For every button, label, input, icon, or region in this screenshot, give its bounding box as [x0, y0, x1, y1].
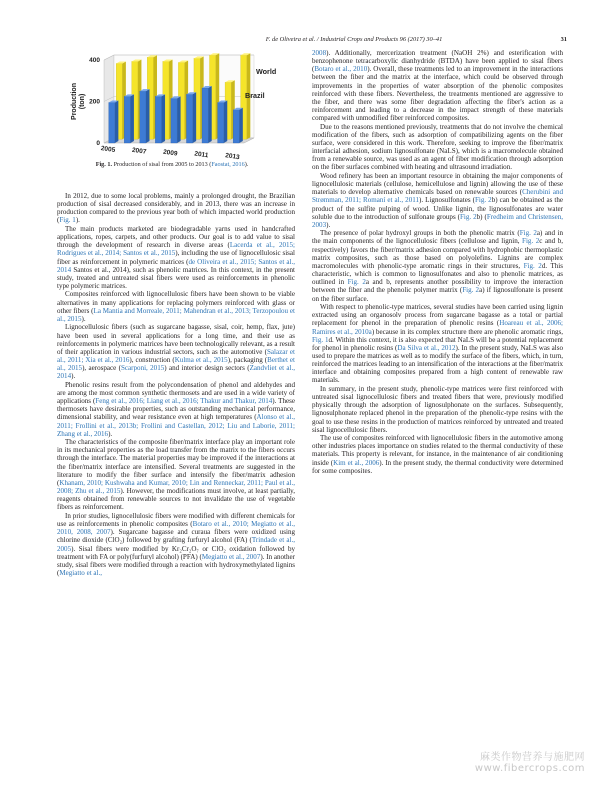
paragraph-text: ), construction (	[129, 356, 175, 365]
citation-link[interactable]: Trindade et al., 2005	[57, 536, 295, 553]
citation-link[interactable]: Fig. 2	[523, 261, 542, 270]
page-number: 31	[560, 36, 567, 43]
citation-link[interactable]: La Mantia and Morreale, 2011; Mahendran et al., 2013; Terzopoulou et al., 2015	[57, 306, 295, 323]
citation-link[interactable]: Da Silva et al., 2012	[397, 343, 456, 352]
citation-link[interactable]: Zandvliet et al., 2014	[57, 364, 295, 381]
citation-link[interactable]: Fig. 2	[460, 212, 477, 221]
paragraph-text: ). In the present study, NaLS was also used to prepare the matrices as well as to modify the surface of the fibers, which, in turn, reinforced the matrices leading to an intensification of the interactions at the fiber/matrix interface and obtaining composites prepared from a high content of renewable raw materials.	[312, 343, 563, 385]
paragraph	[312, 385, 563, 434]
bar-brazil-side	[239, 108, 243, 143]
paragraph-text: ). Additionally, mercerization treatment (NaOH 2%) and esterification with benzophenone tetracarboxylic dianhydride (BTDA) have been applied to sisal fibers (	[312, 49, 563, 74]
bar-brazil-side	[115, 101, 119, 143]
citation-link[interactable]: Khanam, 2010; Kushwaha and Kumar, 2010; Lin and Renneckar, 2011; Paul et al., 2008; Zhu et al., 2015	[57, 478, 295, 496]
citation-link[interactable]: 2008	[312, 49, 327, 57]
paragraph-text: Composites reinforced with lignocellulosic fibers have been shown to be viable alternatives in many applications for replacing polymers reinforced with glass or other fibers (	[57, 290, 295, 315]
citation-link[interactable]: Cherubini and Strømman, 2011; Romaní et al., 2011	[312, 188, 563, 205]
right-column	[312, 49, 563, 475]
paragraph-text: ), aerospace (	[82, 364, 121, 373]
y-tick-label: 200	[89, 98, 100, 106]
paragraph-text: In prior studies, lignocellulosic fibers were modified with different chemicals for use as reinforcements in phenolic composites (	[57, 511, 295, 529]
citation-link[interactable]: de Oliveira et al., 2015; Santos et al., 2014	[57, 257, 295, 274]
paragraph-text: The presence of polar hydroxyl groups in both the phenolic matrix (	[320, 229, 520, 238]
paragraph-text: ). Sugarcane bagasse and curaua fibers were oxidized using chlorine dioxide (ClO₂) followed by grafting furfuryl alcohol (FA) (	[57, 528, 296, 545]
caption-suffix: ).	[244, 161, 249, 168]
paragraph-text: ), including the use of lignocellulosic sisal fiber as reinforcement in polymeric matrices (	[57, 249, 295, 266]
paragraph-text: d. This characteristic, which is common to lignosulfonates and also to phenolic matrices, as outlined in	[312, 261, 564, 287]
bar-brazil-side	[208, 86, 212, 143]
paragraph-text: ).	[81, 314, 86, 323]
paragraph	[57, 438, 295, 511]
paragraph-text: With respect to phenolic-type matrices, several studies have been carried using lignin extracted using an organosolv process from sugarcane bagasse as a total or partial replacement for phenol in the preparation of phenolic resins (	[312, 303, 563, 328]
paragraph	[57, 225, 295, 290]
paragraph-text: In summary, in the present study, phenolic-type matrices were first reinforced with untreated sisal lignocellulosic fibers and treated fibers that were, previously modified physically through the adsorption of lignosulphonate on the surfaces. Subsequently, lignosulphonate replaced phenol in the preparation of the phenolic-type resins with the goal to use these resins in the production of matrices reinforced by untreated and treated sisal lignocellulosic fibers.	[312, 384, 563, 434]
bar-brazil-side	[177, 96, 181, 143]
paragraph-text: Wood refinery has been an important resource in obtaining the major components of lignocellulosic materials (cellulose, hemicellulose and lignin) allowing the use of these materials to develop alternative chemicals based on renewable sources (	[312, 171, 563, 197]
watermark	[475, 752, 585, 774]
paragraph	[57, 323, 295, 380]
citation-link[interactable]: Fig. 1	[312, 335, 329, 344]
bar-brazil	[186, 94, 192, 143]
y-tick-label: 0	[96, 140, 100, 147]
caption-label: Fig. 1.	[95, 161, 113, 168]
caption-text: Production of sisal from 2005 to 2013 (	[113, 161, 212, 168]
paragraph-text: ).	[108, 429, 113, 438]
paragraph-text: Santos et al., 2014), such as phenolic matrices. In this context, in the present study, treated and untreated sisal fibers were used as reinforcements in phenolic type polymeric matrices.	[57, 265, 295, 291]
paragraph	[312, 229, 563, 302]
paragraph-text: ). In the present study, the thermal conductivity were determined for some composites.	[312, 458, 563, 475]
figure-caption	[54, 161, 290, 168]
bar-brazil-side	[193, 92, 197, 143]
citation-link[interactable]: Alonso et al., 2011; Frollini et al., 2013b; Frollini and Castellan, 2012; Liu and Laborie, 2011; Zhang et al., 2016	[57, 413, 295, 438]
paragraph-text: ) because in its complex structure there are phenolic aromatic rings,	[371, 327, 563, 336]
paragraph-text: ). However, the modifications must involve, at least partially, reagents obtained from renewable sources to not invalidate the use of vegetable fibers as reinforcement.	[57, 487, 295, 512]
paragraph-text: c and b, respectively) favors the fiber/matrix adhesion compared with hydrophobic thermoplastic matrix composites, such as those based on polyolefins. Lignins are complex macromolecules with phenolic-type aromatic rings in their structures,	[312, 237, 563, 270]
paragraph	[57, 192, 295, 225]
paragraph-text: ) and interior design sectors (	[164, 364, 250, 373]
paragraph-text: ). These thermosets have desirable properties, such as outstanding mechanical performance, dimensional stability, and wear resistance even at high temperatures (	[57, 397, 295, 422]
y-axis-label: Production(ton)	[71, 83, 86, 120]
bar-brazil-side	[130, 94, 134, 143]
watermark-line-1: 麻类作物营养与施肥网	[480, 752, 585, 763]
paragraph-text: a and b, represents another possibility to improve the interaction between the fiber and the phenolic polymer matrix (	[312, 278, 563, 295]
paragraph-text: d. Within this context, it is also expected that NaLS will be a potential replacement for phenol in phenolic resins (	[312, 335, 563, 352]
paragraph-text: ). Overall, these treatments led to an improvement in the interactions between the fiber and the matrix at the interface, which could be observed through improvements in the properties of water absorption of the phenolic composites reinforced with these fibers. Nevertheless, the treatments mentioned are aggressive to the fiber, and there was some fiber degradation affecting the fiber's action as a reinforcement and leading to a decrease in the impact strength of these materials compared with unmodified fiber reinforced composites.	[312, 65, 563, 123]
running-header: F. de Oliveira et al. / Industrial Crops and Products 96 (2017) 30–41	[265, 36, 443, 43]
bar-brazil	[218, 103, 224, 143]
paragraph-text: The main products marketed are biodegradable yarns used in handcrafted applications, ropes, carpets, and other products. Our goal is to add value to sisal through the development of research in diverse areas (	[57, 224, 295, 250]
paragraph	[312, 49, 563, 122]
citation-link[interactable]: Fredheim and Christensen, 2003	[312, 212, 563, 229]
citation-link[interactable]: Fig. 2	[474, 196, 492, 205]
citation-link[interactable]: Megiatto et al., 2007	[201, 552, 261, 561]
series-label-world: World	[256, 66, 277, 76]
paragraph-text: ). Sisal fibers were modified by Kr₂Cr₂O₇ or ClO₂ oxidation followed by treatment with FA or poly(furfuryl alcohol) (PFA) (	[57, 544, 295, 561]
citation-link[interactable]: Fig. 2	[519, 229, 537, 238]
production-chart	[58, 50, 290, 162]
citation-link[interactable]: Berthet et al., 2015	[57, 356, 295, 373]
citation-link[interactable]: Kulma et al., 2015	[174, 356, 228, 365]
citation-link[interactable]: Salazar et al., 2011; Xia et al., 2016	[57, 347, 295, 365]
citation-link[interactable]: Megiatto et al.,	[59, 568, 103, 577]
x-tick-label: 2009	[162, 148, 178, 158]
paragraph	[312, 172, 563, 229]
paragraph	[57, 381, 295, 438]
caption-ref[interactable]: Faostat, 2016	[211, 161, 245, 168]
bar-brazil-side	[146, 89, 150, 143]
bar-brazil	[171, 98, 177, 143]
paragraph-text: ), packaging (	[227, 356, 268, 365]
bar-brazil	[109, 103, 115, 143]
citation-link[interactable]: Fig. 2	[462, 286, 480, 295]
paragraph	[57, 512, 295, 577]
paragraph-text: ).	[71, 372, 76, 381]
citation-link[interactable]: Botaro et al., 2010; Megiatto et al., 2010, 2008, 2007	[57, 520, 295, 537]
citation-link[interactable]: Feng et al., 2016; Liang et al., 2016; Thakur and Thakur, 2014	[95, 397, 273, 406]
paragraph-text: The characteristics of the composite fiber/matrix interface play an important role in its mechanical properties as the load transfer from the matrix to the fibers occurs through the interface. The material properties may be improved if the interactions at the fiber/matrix interface are intensified. Several treatments are suggested in the literature to modify the fiber surface and intensify the fiber/matrix adhesion (	[57, 438, 295, 487]
figure-1	[58, 50, 290, 162]
bar-brazil	[202, 88, 208, 143]
paragraph-text: ).	[75, 216, 80, 225]
x-tick-label: 2011	[193, 150, 209, 160]
paragraph-text: Phenolic resins result from the polycondensation of phenol and aldehydes and are among the most common synthetic thermosets and are used in a wide variety of applications (	[57, 380, 295, 406]
paragraph-text: In 2012, due to some local problems, mainly a prolonged drought, the Brazilian production of sisal decreased considerably, and in 2013, there was an increase in production compared to the previous year both of which impacted world production (	[57, 192, 295, 225]
bar-brazil	[155, 96, 161, 143]
x-tick-label: 2007	[131, 146, 147, 156]
paragraph	[312, 123, 563, 172]
paragraph-text: The use of composites reinforced with lignocellulosic fibers in the automotive among other industries places importance on studies related to the thermal conductivity of these materials. This property is relevant, for instance, in the maintenance of air conditioning inside (	[312, 434, 563, 467]
citation-link[interactable]: Kim et al., 2006	[333, 458, 380, 467]
citation-link[interactable]: Botaro et al., 2010	[314, 65, 368, 74]
paragraph-text: b) can be obtained as the product of the sulfite pulping of wood. Unlike lignin, the lignosulfonates are water soluble due to the introduction of sulfonate groups (	[312, 196, 564, 221]
bar-brazil-side	[162, 94, 166, 143]
paragraph-text: b) (	[476, 212, 487, 221]
paragraph-text: Due to the reasons mentioned previously, treatments that do not involve the chemical modification of the fibers, such as adsorption of compatibilizing agents on the fiber surface, were considered in this work. Therefore, seeking to improve the fiber/matrix interfacial adhesion, sodium lignosulfonate (NaLS), which is a macromolecule obtained from a renewable source, was used as an agent of fiber modification through adsorption on the fiber surfaces combined with heating and ultrasound irradiation.	[312, 122, 563, 172]
x-tick-label: 2013	[224, 152, 241, 162]
paragraph	[312, 303, 563, 385]
watermark-line-2: www.fibercrops.com	[474, 763, 585, 774]
citation-link[interactable]: Scarponi, 2015	[121, 364, 165, 373]
bar-brazil	[140, 91, 146, 143]
bar-brazil-side	[224, 101, 228, 143]
citation-link[interactable]: Hoareau et al., 2006; Ramires et al., 2010a	[312, 319, 563, 336]
paragraph-text: ). Lignosulfonates (	[419, 196, 475, 205]
paragraph	[312, 434, 563, 475]
paragraph	[57, 290, 295, 323]
series-label-brazil: Brazil	[245, 90, 265, 100]
paragraph-text: Lignocellulosic fibers (such as sugarcane bagasse, sisal, coir, hemp, flax, jute) have been used in several applications for a long time, and their use as reinforcements in polymeric matrices have been technologically relevant, as a result of their application in various industrial sectors, such as the automotive (	[57, 323, 295, 356]
y-tick-label: 400	[89, 57, 100, 64]
citation-link[interactable]: Fig. 2	[522, 237, 540, 246]
citation-link[interactable]: Fig. 2	[347, 278, 366, 287]
left-column	[57, 192, 295, 577]
paragraph-text: ). In another study, sisal fibers were modified through a reaction with hydroxymethylated lignins (	[57, 552, 296, 577]
bar-brazil	[124, 96, 130, 143]
x-tick-label: 2005	[100, 145, 116, 154]
paragraph-text: a) and in the main components of the lignocellulosic fibers (cellulose and lignin,	[312, 229, 563, 246]
citation-link[interactable]: Fig. 1	[59, 216, 76, 225]
paragraph-text: ).	[326, 220, 331, 229]
bar-brazil	[233, 110, 239, 143]
citation-link[interactable]: Lacerda et al., 2015; Rodrigues et al., 2014; Santos et al., 2015	[57, 241, 295, 258]
paragraph-text: a) if lignosulfonate is present on the fiber surface.	[312, 286, 564, 303]
